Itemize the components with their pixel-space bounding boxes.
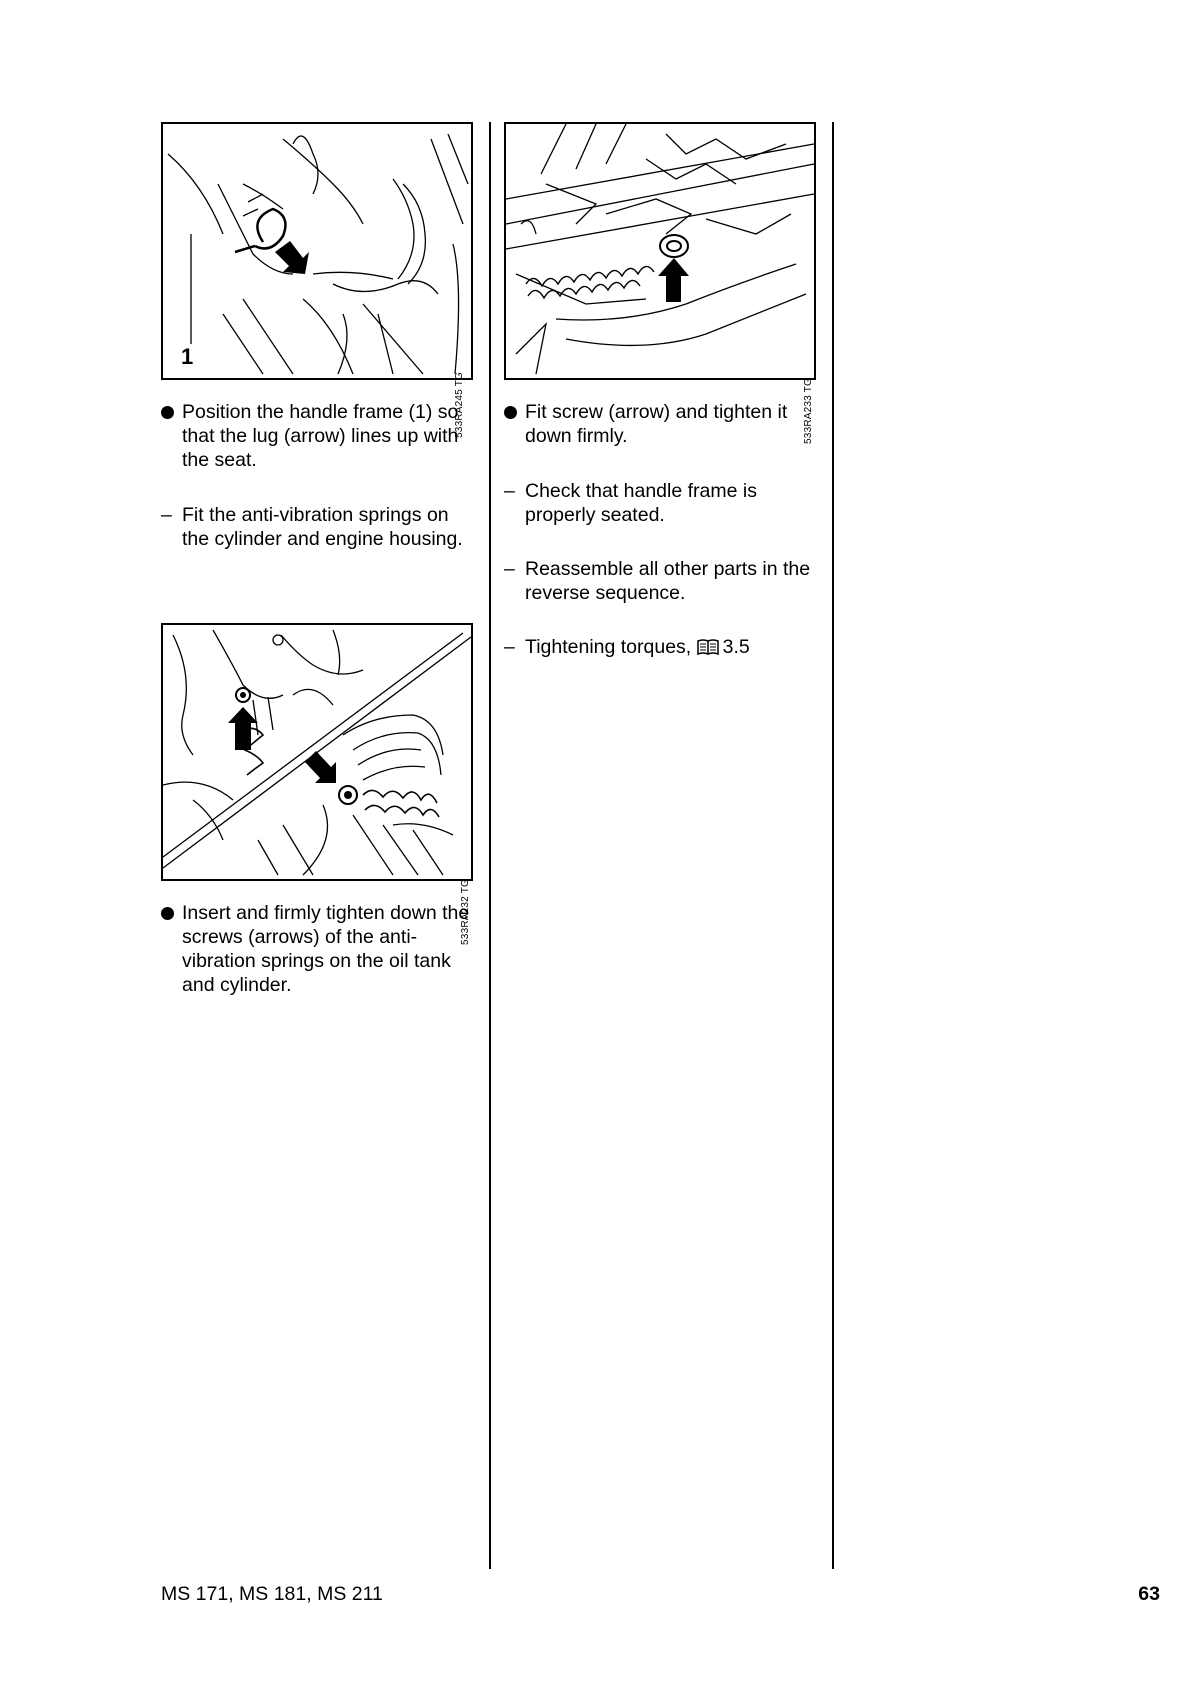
list-item-dash <box>504 479 816 527</box>
list-item-bullet <box>161 400 473 472</box>
bullet-icon <box>161 907 174 920</box>
bullet-icon <box>504 406 517 419</box>
anti-vibration-springs-illustration <box>163 625 471 879</box>
list-item-text: Tightening torques, <box>525 636 692 658</box>
dash-marker: – <box>161 504 172 526</box>
list-item-bullet <box>504 400 816 448</box>
column-divider-left <box>489 122 491 1569</box>
list-item-dash <box>161 503 473 551</box>
left-column <box>161 122 473 997</box>
page-number: 63 <box>1138 1583 1160 1605</box>
list-item-text: Position the handle frame (1) so that the lug (arrow) lines up with the seat. <box>182 401 459 471</box>
figure-reference-code: 533RA245 TG <box>454 372 465 438</box>
footer-model-list: MS 171, MS 181, MS 211 <box>161 1583 383 1605</box>
dash-marker: – <box>504 558 515 580</box>
handle-screw-illustration <box>506 124 814 378</box>
column-divider-right <box>832 122 834 1569</box>
middle-column <box>504 122 816 659</box>
figure-reference-code: 533RA233 TG <box>803 378 814 444</box>
bullet-icon <box>161 406 174 419</box>
list-item-text: Fit screw (arrow) and tighten it down firmly. <box>525 401 788 447</box>
list-item-text: Reassemble all other parts in the reverse sequence. <box>525 558 811 604</box>
handle-frame-illustration <box>163 124 471 378</box>
list-item-text: Check that handle frame is properly seated. <box>525 480 757 526</box>
list-item-bullet <box>161 901 473 997</box>
cross-reference: 3.5 <box>722 636 750 658</box>
list-item-text: Insert and firmly tighten down the screws (arrows) of the anti-vibration springs on the oil tank and cylinder. <box>182 902 470 996</box>
list-item-dash <box>504 557 816 605</box>
dash-marker: – <box>504 636 515 658</box>
dash-marker: – <box>504 480 515 502</box>
figure-anti-vibration-springs <box>161 623 473 945</box>
book-icon <box>697 638 719 656</box>
list-item-text: Fit the anti-vibration springs on the cylinder and engine housing. <box>182 504 463 550</box>
figure-reference-code: 533RA232 TG <box>460 879 471 945</box>
list-item-dash <box>504 635 816 659</box>
figure-callout-1: 1 <box>181 344 194 369</box>
